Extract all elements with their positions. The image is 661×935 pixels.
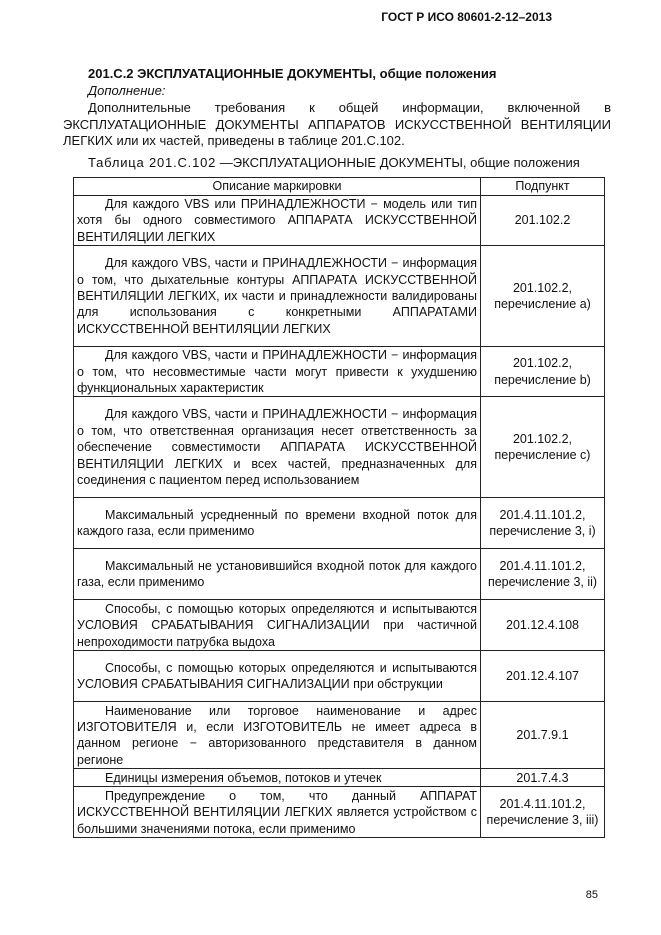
row-description: Для каждого VBS или ПРИНАДЛЕЖНОСТИ − модель или тип хотя бы одного совместимого АППАРАТА ИСКУССТВЕННОЙ ВЕНТИЛЯЦИИ ЛЕГКИХ bbox=[74, 196, 481, 246]
row-subclause: 201.4.11.101.2, перечисление 3, iii) bbox=[481, 787, 605, 838]
row-subclause: 201.7.9.1 bbox=[481, 702, 605, 769]
row-subclause: 201.102.2, перечисление с) bbox=[481, 397, 605, 498]
table-row bbox=[74, 651, 605, 702]
section-subtitle: общие положения bbox=[379, 66, 497, 81]
row-subclause: 201.102.2, перечисление b) bbox=[481, 347, 605, 397]
marking-table bbox=[73, 177, 605, 838]
page-number: 85 bbox=[585, 889, 598, 901]
table-row bbox=[74, 600, 605, 651]
table-caption bbox=[88, 155, 580, 170]
row-subclause: 201.4.11.101.2, перечисление 3, i) bbox=[481, 498, 605, 549]
row-description: Предупреждение о том, что данный АППАРАТ ИСКУССТВЕННОЙ ВЕНТИЛЯЦИИ ЛЕГКИХ является устройством с большими значениями потока, если применимо bbox=[74, 787, 481, 838]
row-subclause: 201.7.4.3 bbox=[481, 769, 605, 787]
table-row bbox=[74, 549, 605, 600]
table-row bbox=[74, 702, 605, 769]
table-header-row bbox=[74, 178, 605, 196]
table-row bbox=[74, 787, 605, 838]
table-caption-label: Таблица 201.С.102 bbox=[88, 155, 217, 170]
intro-paragraph: Дополнительные требования к общей информации, включенной в ЭКСПЛУАТАЦИОННЫЕ ДОКУМЕНТЫ АППАРАТОВ ИСКУССТВЕННОЙ ВЕНТИЛЯЦИИ ЛЕГКИХ или их частей, приведены в таблице 201.С.102. bbox=[63, 100, 611, 148]
table-caption-text: —ЭКСПЛУАТАЦИОННЫЕ ДОКУМЕНТЫ, общие положения bbox=[216, 155, 580, 170]
row-subclause: 201.12.4.107 bbox=[481, 651, 605, 702]
table-row bbox=[74, 347, 605, 397]
section-number: 201.С.2 bbox=[88, 66, 134, 81]
row-description: Единицы измерения объемов, потоков и утечек bbox=[74, 769, 481, 787]
addition-label: Дополнение: bbox=[88, 83, 166, 98]
row-subclause: 201.4.11.101.2, перечисление 3, ii) bbox=[481, 549, 605, 600]
row-description: Максимальный усредненный по времени входной поток для каждого газа, если применимо bbox=[74, 498, 481, 549]
section-title: ЭКСПЛУАТАЦИОННЫЕ ДОКУМЕНТЫ, bbox=[137, 66, 377, 81]
table-row bbox=[74, 397, 605, 498]
row-description: Способы, с помощью которых определяются и испытываются УСЛОВИЯ СРАБАТЫВАНИЯ СИГНАЛИЗАЦИИ при обструкции bbox=[74, 651, 481, 702]
header-description: Описание маркировки bbox=[74, 178, 481, 196]
row-description: Максимальный не установившийся входной поток для каждого газа, если применимо bbox=[74, 549, 481, 600]
document-header: ГОСТ Р ИСО 80601-2-12–2013 bbox=[381, 10, 552, 24]
row-subclause: 201.12.4.108 bbox=[481, 600, 605, 651]
row-description: Способы, с помощью которых определяются и испытываются УСЛОВИЯ СРАБАТЫВАНИЯ СИГНАЛИЗАЦИИ при частичной непроходимости патрубка выдоха bbox=[74, 600, 481, 651]
row-subclause: 201.102.2, перечисление а) bbox=[481, 246, 605, 347]
table-row bbox=[74, 196, 605, 246]
table-row bbox=[74, 769, 605, 787]
header-subclause: Подпункт bbox=[481, 178, 605, 196]
row-description: Наименование или торговое наименование и адрес ИЗГОТОВИТЕЛЯ и, если ИЗГОТОВИТЕЛЬ не имеет адреса в данном регионе − авторизованного представителя в данном регионе bbox=[74, 702, 481, 769]
row-description: Для каждого VBS, части и ПРИНАДЛЕЖНОСТИ − информация о том, что ответственная организация несет ответственность за обеспечение совместимости АППАРАТА ИСКУССТВЕННОЙ ВЕНТИЛЯЦИИ ЛЕГКИХ и всех частей, предназначенных для соединения с пациентом перед использованием bbox=[74, 397, 481, 498]
row-description: Для каждого VBS, части и ПРИНАДЛЕЖНОСТИ − информация о том, что несовместимые части могут привести к ухудшению функциональных характеристик bbox=[74, 347, 481, 397]
table-row bbox=[74, 498, 605, 549]
row-subclause: 201.102.2 bbox=[481, 196, 605, 246]
row-description: Для каждого VBS, части и ПРИНАДЛЕЖНОСТИ − информация о том, что дыхательные контуры АППАРАТА ИСКУССТВЕННОЙ ВЕНТИЛЯЦИИ ЛЕГКИХ, их части и принадлежности валидированы для использования с конкретными АППАРАТАМИ ИСКУССТВЕННОЙ ВЕНТИЛЯЦИИ ЛЕГКИХ bbox=[74, 246, 481, 347]
table-row bbox=[74, 246, 605, 347]
section-heading bbox=[88, 66, 496, 81]
